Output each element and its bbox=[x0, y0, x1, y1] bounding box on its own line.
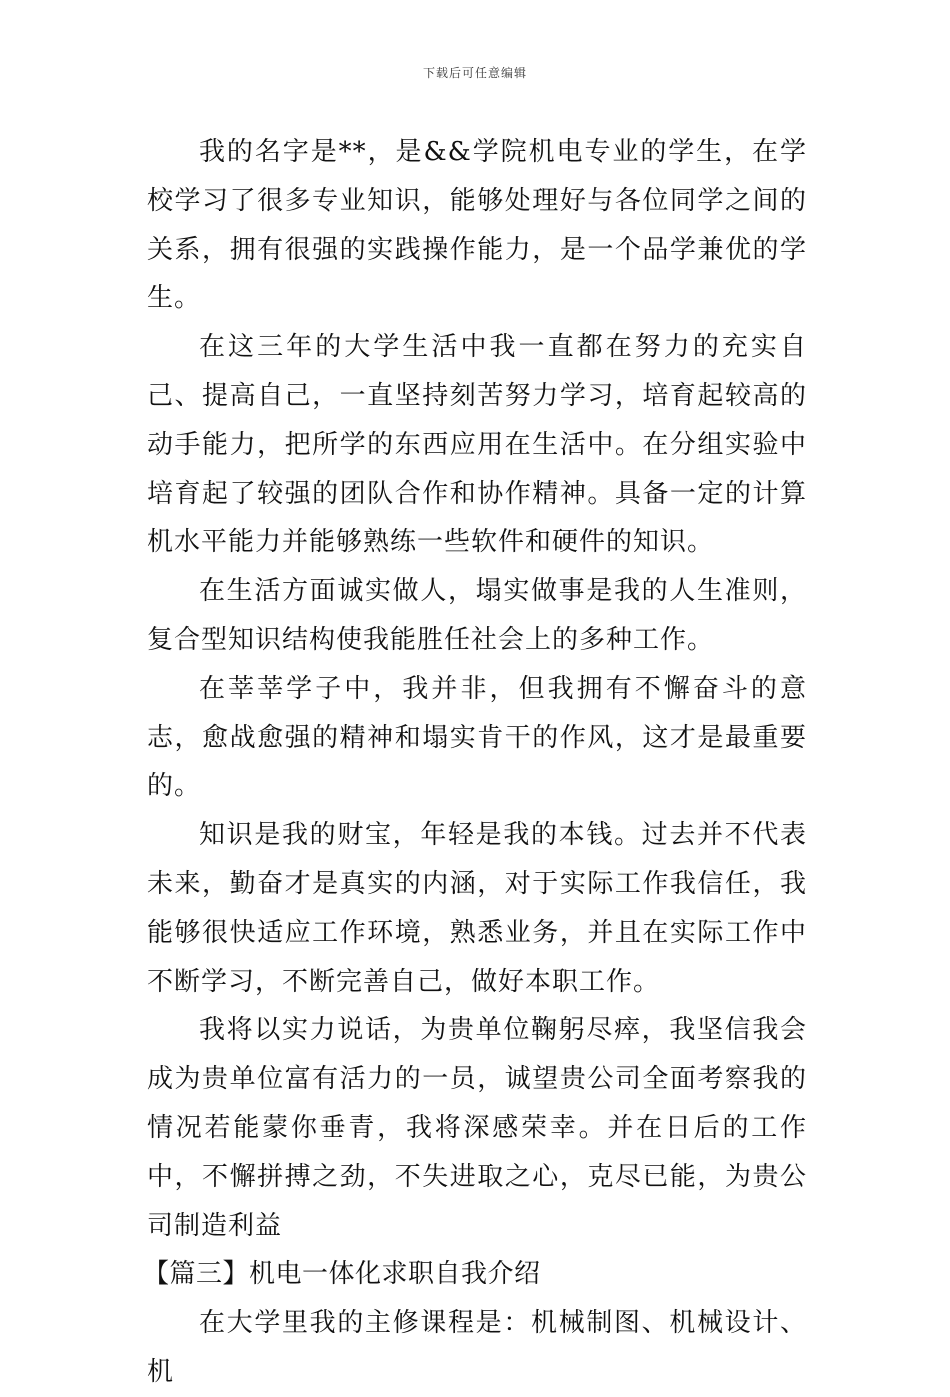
page-header-note: 下载后可任意编辑 bbox=[422, 66, 527, 80]
paragraph-life-principles: 在生活方面诚实做人，塌实做事是我的人生准则，复合型知识结构使我能胜任社会上的多种工作。 bbox=[147, 576, 807, 655]
paragraph-perseverance: 在莘莘学子中，我并非，但我拥有不懈奋斗的意志，愈战愈强的精神和塌实肯干的作风，这才是最重要的。 bbox=[147, 673, 807, 802]
paragraph-commitment: 我将以实力说话，为贵单位鞠躬尽瘁，我坚信我会成为贵单位富有活力的一员，诚望贵公司全面考察我的情况若能蒙你垂青，我将深感荣幸。并在日后的工作中，不懈拼搏之劲，不失进取之心，克尽已能，为贵公司制造利益 bbox=[147, 1015, 807, 1241]
document-body bbox=[143, 128, 807, 1397]
paragraph-university-life: 在这三年的大学生活中我一直都在努力的充实自己、提高自己，一直坚持刻苦努力学习，培育起较高的动手能力，把所学的东西应用在生活中。在分组实验中培育起了较强的团队合作和协作精神。具备一定的计算机水平能力并能够熟练一些软件和硬件的知识。 bbox=[147, 332, 807, 558]
section-heading: 【篇三】机电一体化求职自我介绍 bbox=[143, 1259, 541, 1290]
paragraph-self-intro: 我的名字是**，是&&学院机电专业的学生，在学校学习了很多专业知识，能够处理好与各位同学之间的关系，拥有很强的实践操作能力，是一个品学兼优的学生。 bbox=[147, 137, 807, 314]
paragraph-courses: 在大学里我的主修课程是：机械制图、机械设计、机 bbox=[147, 1308, 807, 1387]
paragraph-knowledge: 知识是我的财宝，年轻是我的本钱。过去并不代表未来，勤奋才是真实的内涵，对于实际工作我信任，我能够很快适应工作环境，熟悉业务，并且在实际工作中不断学习，不断完善自己，做好本职工作。 bbox=[147, 820, 807, 997]
